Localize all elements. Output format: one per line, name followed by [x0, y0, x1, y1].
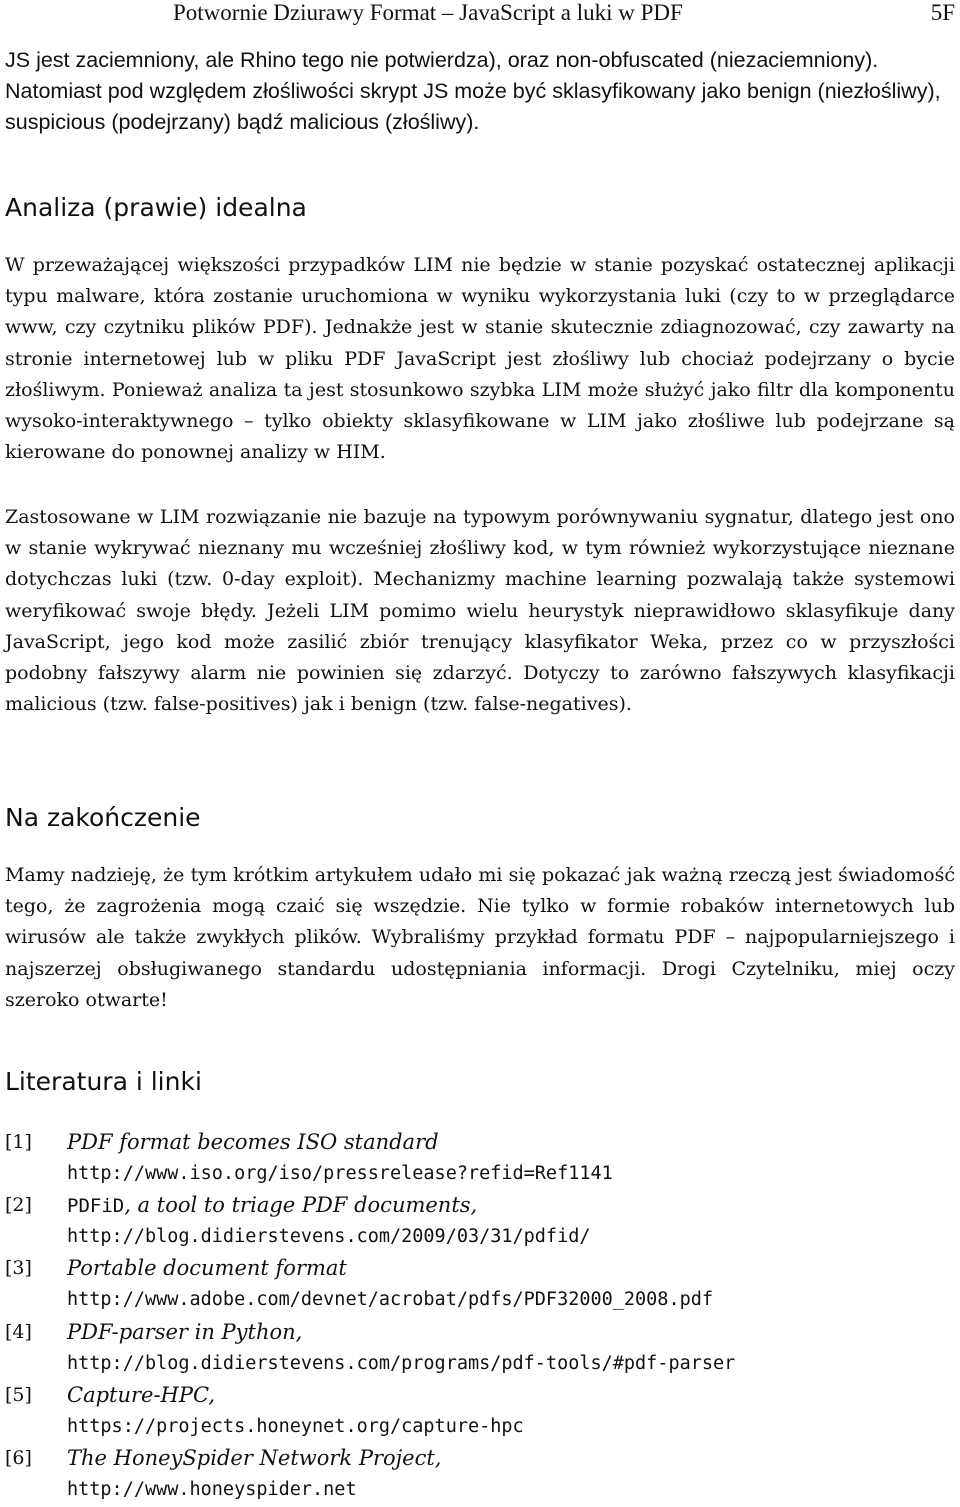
reference-number: [1] [5, 1131, 32, 1153]
running-header [5, 0, 955, 28]
running-header-title: Potwornie Dziurawy Format – JavaScript a luki w PDF [173, 0, 683, 25]
reference-url[interactable]: https://projects.honeynet.org/capture-hpc [67, 1415, 524, 1437]
reference-title [67, 1252, 347, 1284]
reference-title-text: PDF format becomes ISO standard [67, 1130, 439, 1154]
reference-item [5, 1442, 955, 1505]
reference-number: [2] [5, 1194, 32, 1217]
reference-item [5, 1316, 955, 1379]
reference-url[interactable]: http://blog.didierstevens.com/2009/03/31/pdfid/ [67, 1226, 591, 1248]
section-heading-literatura: Literatura i linki [5, 1067, 202, 1096]
page-number: 5F [930, 0, 955, 25]
reference-item [5, 1252, 955, 1315]
reference-title-text: Portable document format [67, 1256, 347, 1281]
reference-title [67, 1316, 302, 1348]
paragraph-analiza-2: Zastosowane w LIM rozwiązanie nie bazuje na typowym porównywaniu sygnatur, dlatego jest ono w stanie wykrywać nieznany mu wcześniej złośliwy kod, w tym również wykorzystujące nieznane dotychczas luki (tzw. 0-day exploit). Mechanizmy machine learning pozwalają także systemowi weryfikować swoje błędy. Jeżeli LIM pomimo wielu heurystyk nieprawidłowo sklasyfikuje dany JavaScript, jego kod może zasilić zbiór trenujący klasyfikator Weka, przez co w przyszłości podobny fałszywy alarm nie powinien się zdarzyć. Dotyczy to zarówno fałszywych klasyfikacji malicious (tzw. false-positives) jak i benign (tzw. false-negatives). [5, 506, 955, 716]
reference-title [67, 1379, 215, 1411]
reference-item [5, 1126, 955, 1189]
reference-url[interactable]: http://www.adobe.com/devnet/acrobat/pdfs/PDF32000_2008.pdf [67, 1289, 714, 1311]
intro-paragraph: JS jest zaciemniony, ale Rhino tego nie potwierdza), oraz non-obfuscated (niezaciemniony). Natomiast pod względem złośliwości skrypt JS może być sklasyfikowany jako benign (niezłośliwy), suspicious (podejrzany) bądź malicious (złośliwy). [5, 48, 941, 134]
reference-title-text: , a tool to triage PDF documents, [124, 1193, 478, 1218]
reference-number: [6] [5, 1446, 32, 1469]
section-heading-zakonczenie: Na zakończenie [5, 803, 201, 832]
reference-title-text: PDF-parser in Python, [67, 1319, 303, 1344]
reference-number: [5] [5, 1383, 32, 1406]
reference-title [67, 1442, 441, 1474]
paragraph-analiza-1: W przeważającej większości przypadków LIM nie będzie w stanie pozyskać ostatecznej aplikacji typu malware, która zostanie uruchomiona w wyniku wykorzystania luki (czy to w przeglądarce www, czy czytniku plików PDF). Jednakże jest w stanie skutecznie zdiagnozować, czy zawarty na stronie internetowej lub w pliku PDF JavaScript jest złośliwy lub chociaż podejrzany o bycie złośliwym. Ponieważ analiza ta jest stosunkowo szybka LIM może służyć jako filtr dla komponentu wysoko-interaktywnego – tylko obiekty sklasyfikowane w LIM jako złośliwe lub podejrzane są kierowane do ponownej analizy w HIM. [5, 254, 955, 464]
reference-list [5, 1126, 955, 1505]
reference-item [5, 1189, 955, 1252]
reference-title [67, 1189, 477, 1222]
reference-title-text: The HoneySpider Network Project, [67, 1445, 442, 1470]
reference-title [67, 1126, 439, 1158]
section-heading-analiza: Analiza (prawie) idealna [5, 193, 307, 222]
reference-url[interactable]: http://www.honeyspider.net [67, 1478, 357, 1500]
reference-item [5, 1379, 955, 1442]
reference-title-code: PDFiD [67, 1195, 125, 1218]
reference-url[interactable]: http://blog.didierstevens.com/programs/pdf-tools/#pdf-parser [67, 1352, 736, 1374]
reference-url[interactable]: http://www.iso.org/iso/pressrelease?refid=Ref1141 [67, 1163, 613, 1184]
reference-number: [4] [5, 1320, 32, 1343]
reference-number: [3] [5, 1257, 32, 1280]
paragraph-zakonczenie: Mamy nadzieję, że tym krótkim artykułem udało mi się pokazać jak ważną rzeczą jest świadomość tego, że zagrożenia mogą czaić się wszędzie. Nie tylko w formie robaków internetowych lub wirusów ale także zwykłych plików. Wybraliśmy przykład formatu PDF – najpopularniejszego i najszerzej obsługiwanego standardu udostępniania informacji. Drogi Czytelniku, miej oczy szeroko otwarte! [5, 864, 955, 1011]
reference-title-text: Capture-HPC, [67, 1382, 215, 1407]
